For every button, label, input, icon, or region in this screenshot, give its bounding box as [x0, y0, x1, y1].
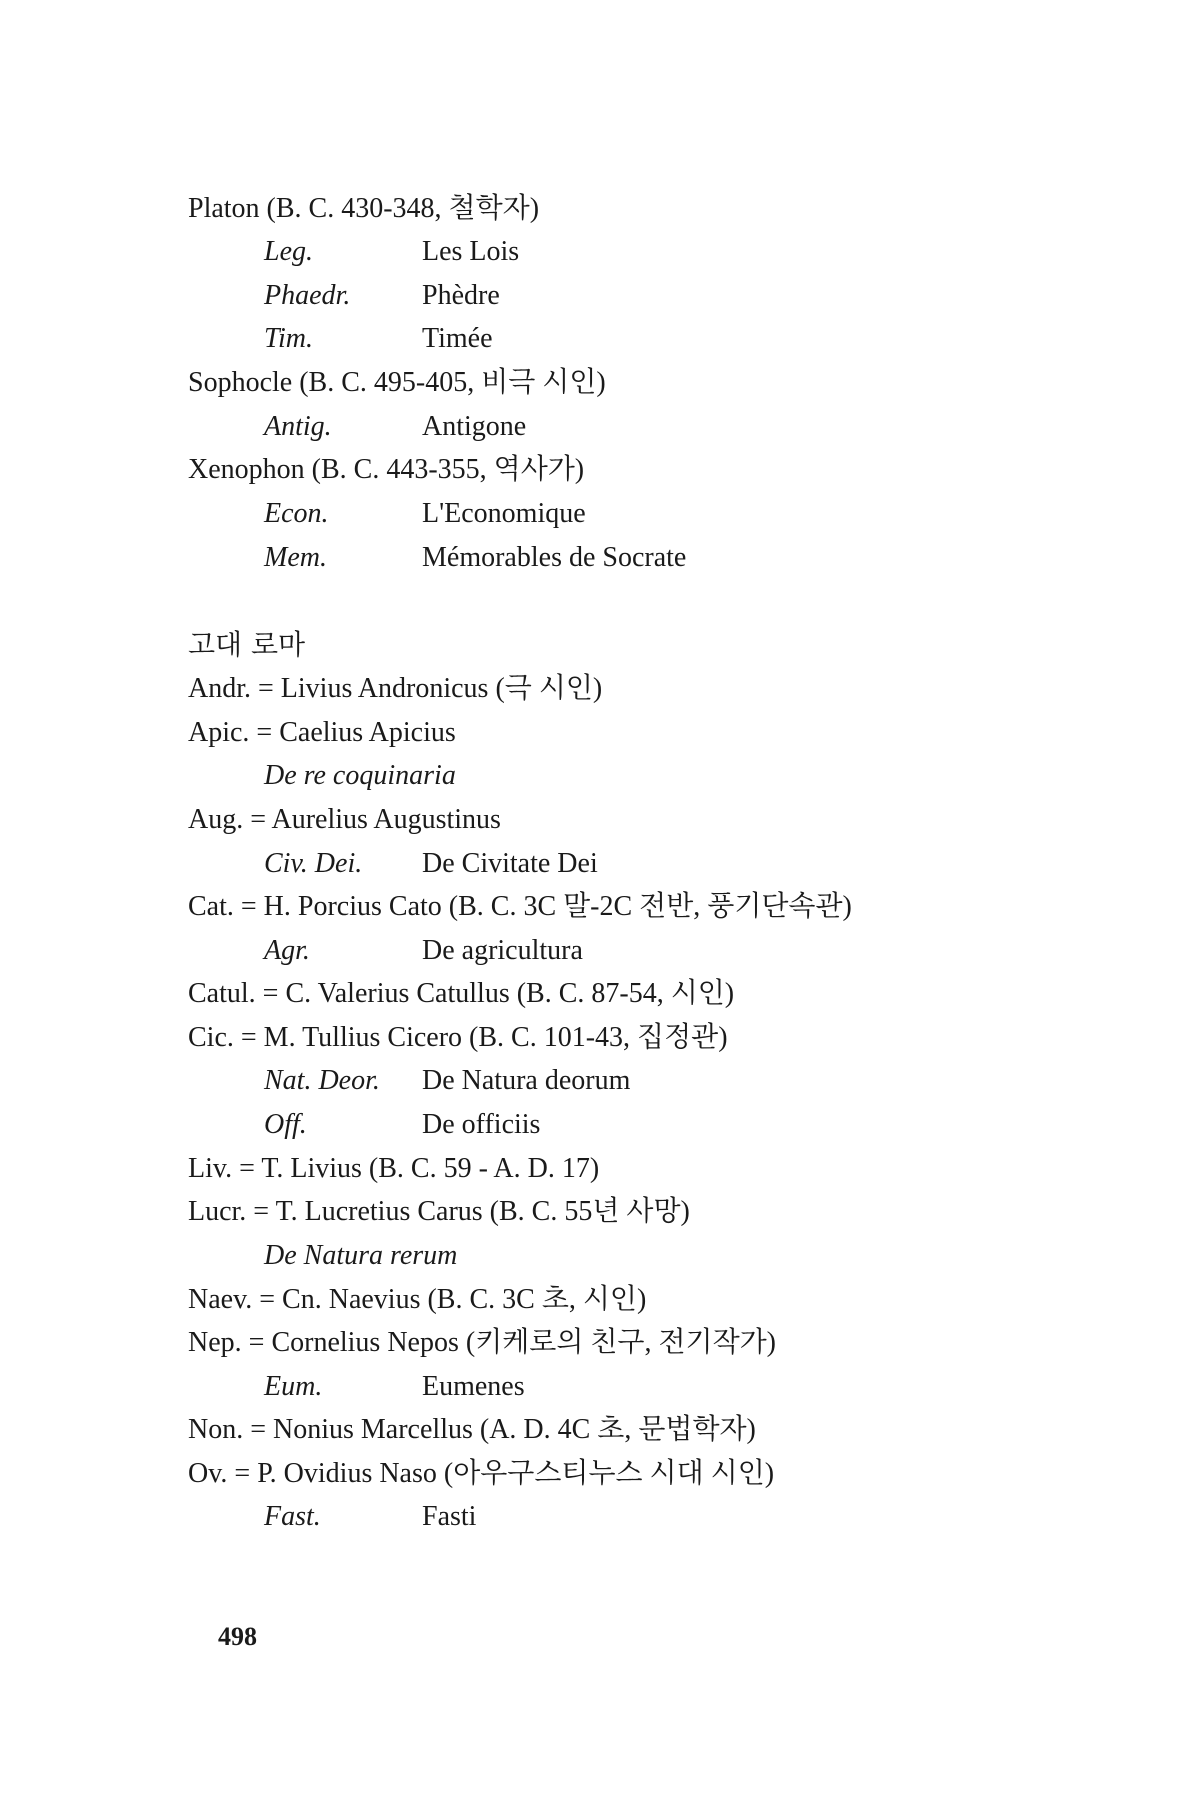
work-title-de-agricultura: De agricultura [422, 935, 583, 966]
entry-apic: Apic. = Caelius Apicius [188, 717, 456, 748]
work-de-re-coquinaria: De re coquinaria [264, 760, 456, 791]
work-abbr-antig: Antig. [264, 411, 332, 442]
work-title-fasti: Fasti [422, 1501, 477, 1532]
work-title-economique: L'Economique [422, 498, 586, 529]
entry-cic: Cic. = M. Tullius Cicero (B. C. 101-43, 집정관) [188, 1022, 728, 1053]
entry-platon: Platon (B. C. 430-348, 철학자) [188, 193, 540, 224]
work-abbr-civ-dei: Civ. Dei. [264, 848, 363, 879]
section-heading-ancient-rome: 고대 로마 [188, 628, 306, 661]
entry-nep: Nep. = Cornelius Nepos (키케로의 친구, 전기작가) [188, 1327, 776, 1358]
work-abbr-eum: Eum. [264, 1371, 323, 1402]
work-abbr-tim: Tim. [264, 323, 314, 354]
entry-liv: Liv. = T. Livius (B. C. 59 - A. D. 17) [188, 1153, 600, 1184]
work-abbr-mem: Mem. [264, 542, 327, 573]
work-abbr-fast: Fast. [264, 1501, 321, 1532]
entry-xenophon: Xenophon (B. C. 443-355, 역사가) [188, 454, 585, 485]
work-title-phedre: Phèdre [422, 280, 500, 311]
work-abbr-nat-deor: Nat. Deor. [264, 1065, 380, 1096]
work-abbr-econ: Econ. [264, 498, 329, 529]
page-number: 498 [218, 1622, 257, 1651]
entry-cat: Cat. = H. Porcius Cato (B. C. 3C 말-2C 전반, 풍기단속관) [188, 891, 852, 922]
work-title-eumenes: Eumenes [422, 1371, 525, 1402]
work-title-antigone: Antigone [422, 411, 527, 442]
work-abbr-phaedr: Phaedr. [264, 280, 351, 311]
work-title-de-civitate-dei: De Civitate Dei [422, 848, 598, 879]
work-title-timee: Timée [422, 323, 493, 354]
work-abbr-agr: Agr. [264, 935, 310, 966]
entry-aug: Aug. = Aurelius Augustinus [188, 804, 501, 835]
work-abbr-off: Off. [264, 1109, 307, 1140]
entry-naev: Naev. = Cn. Naevius (B. C. 3C 초, 시인) [188, 1284, 647, 1315]
work-title-memorables: Mémorables de Socrate [422, 542, 687, 573]
work-title-de-officiis: De officiis [422, 1109, 541, 1140]
entry-ov: Ov. = P. Ovidius Naso (아우구스티누스 시대 시인) [188, 1458, 775, 1489]
entry-lucr: Lucr. = T. Lucretius Carus (B. C. 55년 사망) [188, 1196, 690, 1227]
work-title-les-lois: Les Lois [422, 236, 520, 267]
work-title-de-natura-deorum: De Natura deorum [422, 1065, 631, 1096]
entry-non: Non. = Nonius Marcellus (A. D. 4C 초, 문법학자) [188, 1414, 756, 1445]
work-abbr-leg: Leg. [264, 236, 313, 267]
entry-andr: Andr. = Livius Andronicus (극 시인) [188, 673, 603, 704]
work-de-natura-rerum: De Natura rerum [264, 1240, 458, 1271]
entry-sophocle: Sophocle (B. C. 495-405, 비극 시인) [188, 367, 606, 398]
entry-catul: Catul. = C. Valerius Catullus (B. C. 87-54, 시인) [188, 978, 735, 1009]
